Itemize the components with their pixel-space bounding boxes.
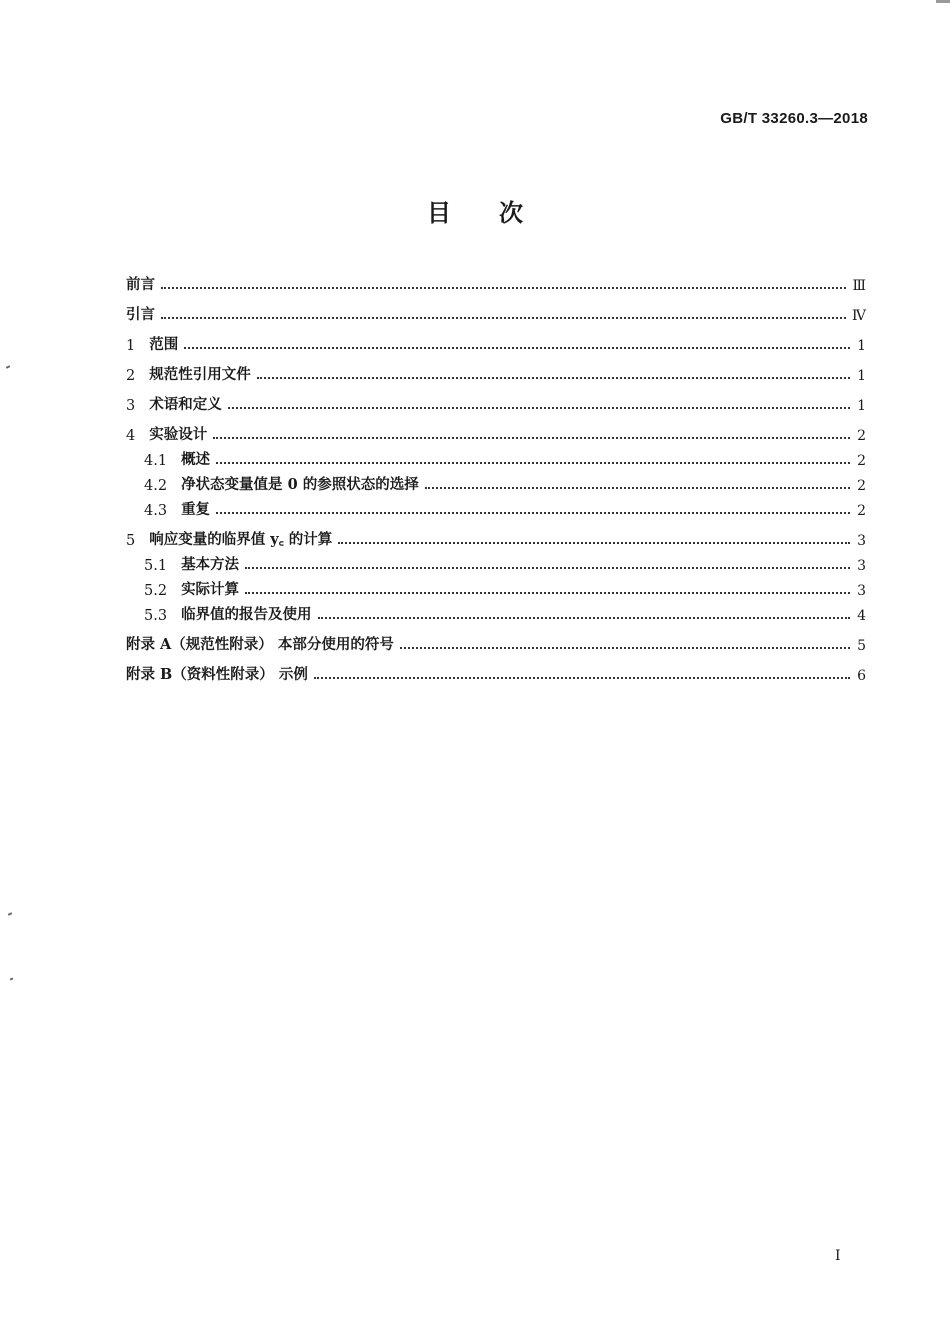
toc-entry-number: 4 <box>126 428 136 444</box>
leader-dots <box>400 647 850 649</box>
toc-entry-page: 2 <box>857 478 866 494</box>
toc-entry-introduction[interactable] <box>126 298 866 324</box>
toc-entry-label: 净状态变量值是 0 的参照状态的选择 <box>181 476 419 493</box>
toc-entry-page: 6 <box>857 668 866 684</box>
toc-entry-label: 响应变量的临界值 y꜀ 的计算 <box>149 531 333 548</box>
toc-entry-page: 5 <box>857 638 866 654</box>
toc-entry-page: Ⅳ <box>852 308 866 324</box>
toc-entry-page: 2 <box>857 453 866 469</box>
scan-speck <box>8 912 12 916</box>
toc-entry-5[interactable] <box>126 523 866 549</box>
toc-entry-number: 5 <box>126 533 136 549</box>
leader-dots <box>314 677 850 679</box>
toc-entry-page: 2 <box>857 503 866 519</box>
toc-entry-1[interactable] <box>126 328 866 354</box>
leader-dots <box>257 377 850 379</box>
leader-dots <box>245 592 850 594</box>
toc-entry-page: 3 <box>857 558 866 574</box>
toc-entry-annex-a[interactable] <box>126 628 866 654</box>
toc-entry-number: 1 <box>126 338 136 354</box>
toc-entry-number: 5.1 <box>144 558 168 574</box>
toc-entry-number: 4.2 <box>144 478 168 494</box>
toc-entry-number: 3 <box>126 398 136 414</box>
toc-entry-label: 实验设计 <box>149 426 208 443</box>
toc-entry-page: 1 <box>857 398 866 414</box>
toc-entry-page: Ⅲ <box>852 278 866 294</box>
toc-entry-label: 术语和定义 <box>149 396 222 413</box>
toc-entry-label: 规范性引用文件 <box>149 366 251 383</box>
leader-dots <box>216 512 850 514</box>
toc-entry-label: 附录 A（规范性附录） 本部分使用的符号 <box>126 636 394 653</box>
scan-speck <box>6 365 10 369</box>
toc-entry-label: 重复 <box>181 501 211 518</box>
leader-dots <box>184 347 850 349</box>
toc-entry-label: 临界值的报告及使用 <box>181 606 312 623</box>
leader-dots <box>213 437 850 439</box>
toc-entry-2[interactable] <box>126 358 866 384</box>
toc-entry-foreword[interactable] <box>126 268 866 294</box>
toc-entry-4-3[interactable] <box>144 493 866 519</box>
toc-entry-number: 2 <box>126 368 136 384</box>
standard-code: GB/T 33260.3—2018 <box>720 110 868 127</box>
toc-entry-4-1[interactable] <box>144 443 866 469</box>
toc-entry-4-2[interactable] <box>144 468 866 494</box>
toc-entry-label: 引言 <box>126 306 155 323</box>
toc-entry-page: 3 <box>857 583 866 599</box>
page-number: I <box>835 1248 841 1264</box>
toc-entry-5-3[interactable] <box>144 598 866 624</box>
leader-dots <box>338 542 850 544</box>
toc-entry-number: 5.3 <box>144 608 168 624</box>
leader-dots <box>425 487 850 489</box>
toc-entry-number: 4.3 <box>144 503 168 519</box>
toc-entry-page: 3 <box>857 533 866 549</box>
toc-entry-page: 4 <box>857 608 866 624</box>
leader-dots <box>245 567 850 569</box>
toc-entry-page: 1 <box>857 338 866 354</box>
toc-entry-page: 2 <box>857 428 866 444</box>
leader-dots <box>161 317 846 319</box>
toc-entry-number: 5.2 <box>144 583 168 599</box>
toc-entry-page: 1 <box>857 368 866 384</box>
toc-entry-5-2[interactable] <box>144 573 866 599</box>
toc-entry-label: 基本方法 <box>181 556 240 573</box>
toc-entry-label: 概述 <box>181 451 211 468</box>
page-title: 目次 <box>427 198 571 227</box>
toc-entry-3[interactable] <box>126 388 866 414</box>
leader-dots <box>318 617 850 619</box>
toc-entry-annex-b[interactable] <box>126 658 866 684</box>
toc-entry-label: 实际计算 <box>181 581 240 598</box>
toc-entry-4[interactable] <box>126 418 866 444</box>
leader-dots <box>216 462 850 464</box>
leader-dots <box>161 287 846 289</box>
leader-dots <box>228 407 850 409</box>
toc-entry-label: 前言 <box>126 276 155 293</box>
toc-entry-label: 范围 <box>149 336 179 353</box>
toc-entry-number: 4.1 <box>144 453 168 469</box>
toc-entry-5-1[interactable] <box>144 548 866 574</box>
toc-entry-label: 附录 B（资料性附录） 示例 <box>126 666 308 683</box>
scan-speck <box>10 977 14 980</box>
scan-edge-mark <box>936 0 950 3</box>
